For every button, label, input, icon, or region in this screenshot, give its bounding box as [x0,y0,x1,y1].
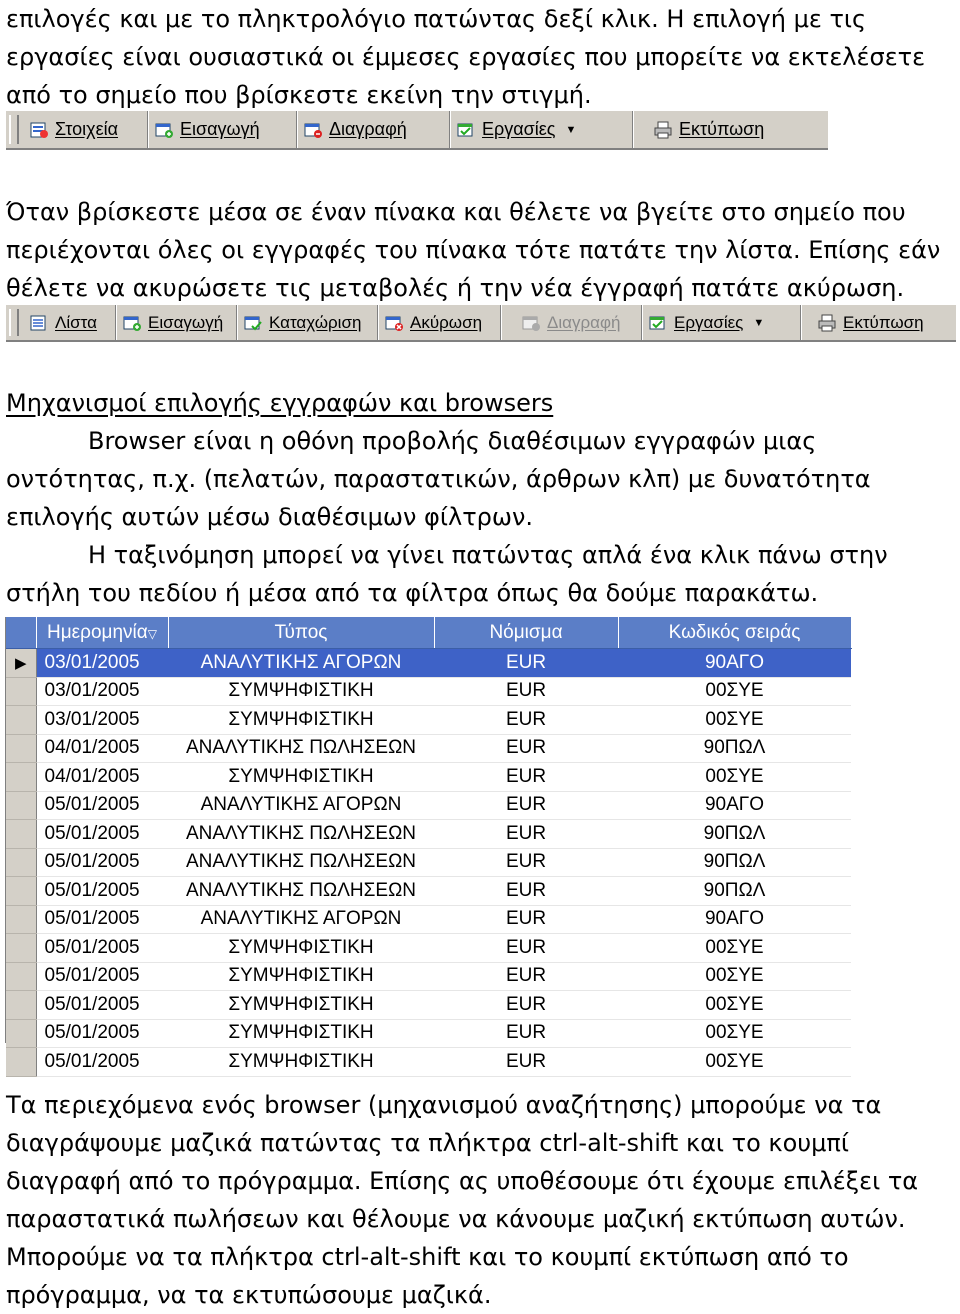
row-indicator[interactable] [6,734,36,763]
text-line: διαγράψουμε μαζικά πατώντας τα πλήκτρα ctrl-alt-shift και το κουμπί [6,1129,849,1157]
cell-type: ΣΥΜΨΗΦΙΣΤΙΚΗ [168,1048,434,1077]
table-row[interactable] [6,962,851,991]
tasks-icon [456,121,476,139]
table-row[interactable] [6,1048,851,1077]
text-line: διαγραφή από το πρόγραμμα. Επίσης ας υποθέσουμε ότι έχουμε επιλέξει τα [6,1167,919,1195]
delete-button[interactable] [297,111,450,148]
text-line: πρόγραμμα, να τα εκτυπώσουμε μαζικά. [6,1281,492,1309]
row-indicator[interactable] [6,905,36,934]
print-icon [653,121,673,139]
toolbar-separator [501,305,515,340]
tasks-icon [648,314,668,332]
cell-series-code: 00ΣΥΕ [618,677,851,706]
current-row-icon: ▶ [14,654,27,672]
cell-type: ΑΝΑΛΥΤΙΚΗΣ ΑΓΟΡΩΝ [168,905,434,934]
records-grid [5,617,851,1072]
cancel-icon [384,314,404,332]
button-label: Εισαγωγή [148,312,224,332]
record-toolbar [6,110,828,150]
button-label: Εκτύπωση [843,312,924,332]
cell-date: 03/01/2005 [36,677,168,706]
tasks-dropdown-button[interactable] [450,111,633,148]
column-header-series-code[interactable]: Κωδικός σειράς [618,617,851,649]
bulk-actions-paragraph [6,1086,956,1314]
cell-series-code: 90ΑΓΟ [618,649,851,678]
text-line: Όταν βρίσκεστε μέσα σε έναν πίνακα και θέλετε να βγείτε στο σημείο που [6,198,906,226]
text-line: θέλετε να ακυρώσετε τις μεταβολές ή την νέα έγγραφή πατάτε ακύρωση. [6,274,905,302]
list-paragraph [6,193,956,307]
text-line: επιλογής αυτών μέσω διαθέσιμων φίλτρων. [6,503,534,531]
delete-icon [521,314,541,332]
button-label: Στοιχεία [55,119,119,139]
cell-series-code: 90ΠΩΛ [618,877,851,906]
cell-type: ΑΝΑΛΥΤΙΚΗΣ ΠΩΛΗΣΕΩΝ [168,820,434,849]
cell-type: ΑΝΑΛΥΤΙΚΗΣ ΠΩΛΗΣΕΩΝ [168,734,434,763]
toolbar-separator [801,305,811,340]
cell-series-code: 90ΠΩΛ [618,848,851,877]
cell-type: ΑΝΑΛΥΤΙΚΗΣ ΑΓΟΡΩΝ [168,791,434,820]
cell-date: 05/01/2005 [36,934,168,963]
cell-date: 04/01/2005 [36,763,168,792]
table-row[interactable] [6,791,851,820]
cell-series-code: 00ΣΥΕ [618,706,851,735]
cell-series-code: 00ΣΥΕ [618,763,851,792]
button-label: Εκτύπωση [679,119,765,139]
cell-date: 03/01/2005 [36,649,168,678]
text-line: περιέχονται όλες οι εγγραφές του πίνακα τότε πατάτε την λίστα. Επίσης εάν [6,236,941,264]
cell-currency: EUR [434,1019,618,1048]
cell-date: 05/01/2005 [36,791,168,820]
text-line [6,1086,956,1124]
button-label: Εργασίες [674,312,744,332]
insert-button[interactable] [116,305,237,340]
cell-series-code: 00ΣΥΕ [618,991,851,1020]
cell-series-code: 00ΣΥΕ [618,962,851,991]
list-button[interactable] [23,305,116,340]
button-label: Διαγραφή [547,312,621,332]
cell-date: 05/01/2005 [36,1048,168,1077]
cell-currency: EUR [434,734,618,763]
cell-currency: EUR [434,905,618,934]
intro-paragraph [6,0,956,114]
table-row[interactable] [6,763,851,792]
edit-toolbar [6,304,956,342]
text-line: στήλη του πεδίου ή μέσα από τα φίλτρα όπως θα δούμε παρακάτω. [6,579,819,607]
cell-currency: EUR [434,791,618,820]
table-row[interactable] [6,1019,851,1048]
cell-type: ΣΥΜΨΗΦΙΣΤΙΚΗ [168,962,434,991]
row-indicator-header [6,617,36,649]
toolbar-separator [633,111,647,148]
cell-currency: EUR [434,991,618,1020]
button-label: Καταχώριση [269,312,362,332]
button-label: Ακύρωση [410,312,483,332]
column-label: Ημερομηνία [47,621,148,643]
row-indicator[interactable] [6,877,36,906]
cell-currency: EUR [434,763,618,792]
table-row[interactable] [6,848,851,877]
row-indicator[interactable] [6,820,36,849]
cell-type: ΑΝΑΛΥΤΙΚΗΣ ΑΓΟΡΩΝ [168,649,434,678]
print-icon [817,314,837,332]
print-button[interactable] [811,305,934,340]
print-button[interactable] [647,111,774,148]
cell-currency: EUR [434,962,618,991]
cell-series-code: 00ΣΥΕ [618,1048,851,1077]
table-row[interactable] [6,820,851,849]
row-indicator[interactable] [6,1048,36,1077]
browsers-section [6,384,956,612]
cell-date: 05/01/2005 [36,877,168,906]
insert-button[interactable] [148,111,297,148]
row-indicator[interactable] [6,991,36,1020]
cell-date: 05/01/2005 [36,991,168,1020]
cell-series-code: 90ΑΓΟ [618,905,851,934]
column-header-date[interactable] [36,617,168,649]
chevron-down-icon: ▼ [565,123,577,136]
button-label: Εργασίες [482,119,556,139]
cell-currency: EUR [434,820,618,849]
text-line: Μπορούμε να τα πλήκτρα ctrl-alt-shift και το κουμπί εκτύπωση από το [6,1243,849,1271]
row-indicator[interactable] [6,677,36,706]
cell-type: ΣΥΜΨΗΦΙΣΤΙΚΗ [168,763,434,792]
column-header-currency[interactable]: Νόμισμα [434,617,618,649]
text-segment: Τα περιεχόμενα ενός browser (μηχανισμού αναζήτησης) μπορούμε να τα [6,1091,882,1119]
table-row[interactable] [6,905,851,934]
cell-series-code: 90ΠΩΛ [618,820,851,849]
cell-series-code: 90ΑΓΟ [618,791,851,820]
cell-currency: EUR [434,934,618,963]
section-heading: Μηχανισμοί επιλογής εγγραφών και browsers [6,389,554,417]
cell-currency: EUR [434,848,618,877]
details-button[interactable] [23,111,148,148]
text-line: Browser είναι η οθόνη προβολής διαθέσιμων εγγραφών μιας [88,427,817,455]
insert-icon [154,121,174,139]
grid-header-row [6,617,851,649]
text-line: από το σημείο που βρίσκεστε εκείνη την στιγμή. [6,81,592,109]
cell-date: 05/01/2005 [36,905,168,934]
save-icon [243,314,263,332]
cell-currency: EUR [434,1048,618,1077]
table-row[interactable] [6,877,851,906]
row-indicator[interactable] [6,962,36,991]
chevron-down-icon: ▼ [753,316,765,329]
column-header-type[interactable]: Τύπος [168,617,434,649]
table-row[interactable] [6,649,851,678]
cell-currency: EUR [434,706,618,735]
cell-currency: EUR [434,649,618,678]
details-icon [29,121,49,139]
cell-date: 05/01/2005 [36,962,168,991]
cell-date: 04/01/2005 [36,734,168,763]
text-line: οντότητας, π.χ. (πελατών, παραστατικών, άρθρων κλπ) με δυνατότητα [6,465,871,493]
button-label: Διαγραφή [329,119,407,139]
row-indicator[interactable] [6,706,36,735]
tasks-dropdown-button[interactable] [642,305,801,340]
text-line: επιλογές και με το πληκτρολόγιο πατώντας δεξί κλικ. Η επιλογή με τις [6,5,867,33]
cell-currency: EUR [434,877,618,906]
row-indicator[interactable] [6,934,36,963]
cell-type: ΣΥΜΨΗΦΙΣΤΙΚΗ [168,706,434,735]
sort-icon: ▽ [147,626,157,641]
row-indicator[interactable] [6,791,36,820]
button-label: Εισαγωγή [180,119,260,139]
cell-date: 05/01/2005 [36,1019,168,1048]
row-indicator[interactable] [6,1019,36,1048]
cell-date: 05/01/2005 [36,848,168,877]
cell-series-code: 00ΣΥΕ [618,934,851,963]
table-row[interactable] [6,734,851,763]
table-row[interactable] [6,934,851,963]
button-label: Λίστα [55,312,97,332]
cell-series-code: 90ΠΩΛ [618,734,851,763]
table-row[interactable] [6,991,851,1020]
cancel-button[interactable] [378,305,501,340]
delete-button-disabled[interactable] [515,305,642,340]
toolbar-grip[interactable] [9,115,19,144]
cell-type: ΣΥΜΨΗΦΙΣΤΙΚΗ [168,677,434,706]
toolbar-grip[interactable] [9,309,19,336]
cell-type: ΣΥΜΨΗΦΙΣΤΙΚΗ [168,1019,434,1048]
cell-date: 03/01/2005 [36,706,168,735]
cell-series-code: 00ΣΥΕ [618,1019,851,1048]
text-line: Η ταξινόμηση μπορεί να γίνει πατώντας απλά ένα κλικ πάνω στην [88,541,888,569]
table-row[interactable] [6,677,851,706]
insert-icon [122,314,142,332]
text-line: παραστατικά πωλήσεων και θέλουμε να κάνουμε μαζική εκτύπωση αυτών. [6,1205,906,1233]
row-indicator[interactable] [6,763,36,792]
row-indicator[interactable] [6,848,36,877]
cell-type: ΣΥΜΨΗΦΙΣΤΙΚΗ [168,991,434,1020]
list-icon [29,314,49,332]
text-line: εργασίες είναι ουσιαστικά οι έμμεσες εργασίες που μπορείτε να εκτελέσετε [6,43,926,71]
cell-type: ΑΝΑΛΥΤΙΚΗΣ ΠΩΛΗΣΕΩΝ [168,877,434,906]
cell-date: 05/01/2005 [36,820,168,849]
table-row[interactable] [6,706,851,735]
cell-currency: EUR [434,677,618,706]
cell-type: ΣΥΜΨΗΦΙΣΤΙΚΗ [168,934,434,963]
save-button[interactable] [237,305,378,340]
cell-type: ΑΝΑΛΥΤΙΚΗΣ ΠΩΛΗΣΕΩΝ [168,848,434,877]
row-indicator[interactable] [6,649,36,678]
delete-icon [303,121,323,139]
